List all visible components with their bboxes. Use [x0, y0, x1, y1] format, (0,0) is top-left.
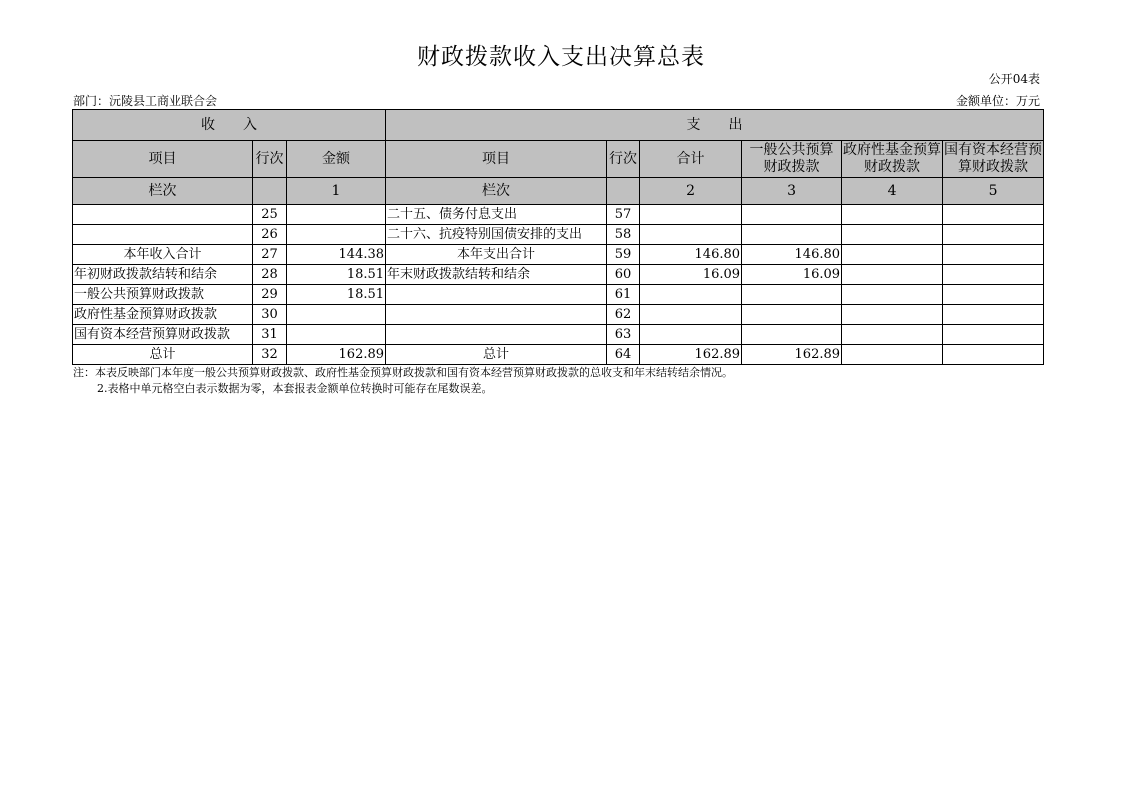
- income-amount-cell: [287, 225, 386, 245]
- expense-soe-cell: [943, 265, 1044, 285]
- expense-soe-cell: [943, 325, 1044, 345]
- expense-line-cell: 62: [607, 305, 640, 325]
- expense-section-header: 支 出: [386, 110, 1044, 141]
- income-amount-cell: 144.38: [287, 245, 386, 265]
- income-amount-cell: 18.51: [287, 265, 386, 285]
- expense-line-cell: 57: [607, 205, 640, 225]
- expense-general-index: 3: [742, 178, 842, 205]
- table-row: [73, 305, 1044, 325]
- expense-line-index: [607, 178, 640, 205]
- income-amount-cell: [287, 305, 386, 325]
- income-item-cell: 一般公共预算财政拨款: [73, 285, 253, 305]
- expense-govfund-cell: [842, 225, 943, 245]
- table-row: [73, 265, 1044, 285]
- expense-general-cell: [742, 325, 842, 345]
- expense-soe-cell: [943, 345, 1044, 365]
- expense-line-cell: 61: [607, 285, 640, 305]
- income-line-header: 行次: [253, 141, 287, 178]
- expense-soe-index: 5: [943, 178, 1044, 205]
- table-row: [73, 325, 1044, 345]
- expense-item-cell: 二十六、抗疫特别国债安排的支出: [386, 225, 607, 245]
- income-amount-cell: 162.89: [287, 345, 386, 365]
- income-line-cell: 31: [253, 325, 287, 345]
- expense-total-cell: [640, 325, 742, 345]
- expense-line-cell: 60: [607, 265, 640, 285]
- expense-govfund-cell: [842, 205, 943, 225]
- expense-general-cell: 162.89: [742, 345, 842, 365]
- expense-item-cell: 本年支出合计: [386, 245, 607, 265]
- income-amount-cell: [287, 205, 386, 225]
- column-header-row: [73, 141, 1044, 178]
- expense-total-header: 合计: [640, 141, 742, 178]
- income-item-cell: 本年收入合计: [73, 245, 253, 265]
- form-number: 公开04表: [988, 72, 1040, 86]
- expense-general-header: 一般公共预算财政拨款: [742, 141, 842, 178]
- expense-item-cell: 二十五、债务付息支出: [386, 205, 607, 225]
- expense-item-cell: [386, 305, 607, 325]
- note-line-1: 注：本表反映部门本年度一般公共预算财政拨款、政府性基金预算财政拨款和国有资本经营预算财政拨款的总收支和年末结转结余情况。: [73, 366, 733, 379]
- table-row: [73, 205, 1044, 225]
- income-item-cell: 年初财政拨款结转和结余: [73, 265, 253, 285]
- table-row-total: [73, 345, 1044, 365]
- expense-item-cell: 年末财政拨款结转和结余: [386, 265, 607, 285]
- income-column-index-label: 栏次: [73, 178, 253, 205]
- expense-general-cell: [742, 285, 842, 305]
- expense-general-cell: [742, 305, 842, 325]
- expense-govfund-cell: [842, 345, 943, 365]
- expense-total-cell: 16.09: [640, 265, 742, 285]
- table-row: [73, 225, 1044, 245]
- expense-general-cell: 16.09: [742, 265, 842, 285]
- expense-total-cell: 146.80: [640, 245, 742, 265]
- expense-total-cell: 162.89: [640, 345, 742, 365]
- expense-soe-header: 国有资本经营预算财政拨款: [943, 141, 1044, 178]
- expense-item-cell: [386, 325, 607, 345]
- income-amount-index: 1: [287, 178, 386, 205]
- table-notes: [73, 365, 733, 397]
- expense-line-cell: 59: [607, 245, 640, 265]
- expense-soe-cell: [943, 225, 1044, 245]
- expense-total-cell: [640, 205, 742, 225]
- income-line-cell: 28: [253, 265, 287, 285]
- expense-govfund-header: 政府性基金预算财政拨款: [842, 141, 943, 178]
- expense-column-index-label: 栏次: [386, 178, 607, 205]
- expense-total-index: 2: [640, 178, 742, 205]
- expense-govfund-cell: [842, 245, 943, 265]
- income-amount-cell: 18.51: [287, 285, 386, 305]
- income-section-header: 收 入: [73, 110, 386, 141]
- expense-line-cell: 64: [607, 345, 640, 365]
- income-line-cell: 32: [253, 345, 287, 365]
- fiscal-summary-table: [72, 109, 1044, 365]
- income-item-cell: [73, 205, 253, 225]
- expense-govfund-cell: [842, 305, 943, 325]
- expense-general-cell: [742, 225, 842, 245]
- income-item-header: 项目: [73, 141, 253, 178]
- expense-soe-cell: [943, 205, 1044, 225]
- expense-line-cell: 63: [607, 325, 640, 345]
- expense-govfund-cell: [842, 325, 943, 345]
- expense-soe-cell: [943, 305, 1044, 325]
- table-row: [73, 245, 1044, 265]
- expense-total-cell: [640, 305, 742, 325]
- section-header-row: [73, 110, 1044, 141]
- income-line-cell: 30: [253, 305, 287, 325]
- amount-unit-label: 金额单位：万元: [955, 94, 1040, 108]
- department-label: 部门：沅陵县工商业联合会: [73, 94, 218, 108]
- expense-govfund-cell: [842, 285, 943, 305]
- expense-total-cell: [640, 225, 742, 245]
- expense-line-header: 行次: [607, 141, 640, 178]
- expense-soe-cell: [943, 245, 1044, 265]
- income-line-cell: 27: [253, 245, 287, 265]
- income-line-index: [253, 178, 287, 205]
- expense-item-header: 项目: [386, 141, 607, 178]
- income-amount-header: 金额: [287, 141, 386, 178]
- income-line-cell: 26: [253, 225, 287, 245]
- income-line-cell: 25: [253, 205, 287, 225]
- expense-total-cell: [640, 285, 742, 305]
- income-line-cell: 29: [253, 285, 287, 305]
- expense-item-cell: [386, 285, 607, 305]
- income-item-cell: [73, 225, 253, 245]
- income-item-cell: 国有资本经营预算财政拨款: [73, 325, 253, 345]
- table-row: [73, 285, 1044, 305]
- note-line-2: 2.表格中单元格空白表示数据为零，本套报表金额单位转换时可能存在尾数误差。: [97, 382, 493, 395]
- expense-item-cell: 总计: [386, 345, 607, 365]
- expense-govfund-index: 4: [842, 178, 943, 205]
- expense-line-cell: 58: [607, 225, 640, 245]
- expense-soe-cell: [943, 285, 1044, 305]
- column-index-row: [73, 178, 1044, 205]
- expense-govfund-cell: [842, 265, 943, 285]
- income-item-cell: 政府性基金预算财政拨款: [73, 305, 253, 325]
- income-amount-cell: [287, 325, 386, 345]
- page-title: 财政拨款收入支出决算总表: [417, 44, 705, 70]
- expense-general-cell: [742, 205, 842, 225]
- income-item-cell: 总计: [73, 345, 253, 365]
- expense-general-cell: 146.80: [742, 245, 842, 265]
